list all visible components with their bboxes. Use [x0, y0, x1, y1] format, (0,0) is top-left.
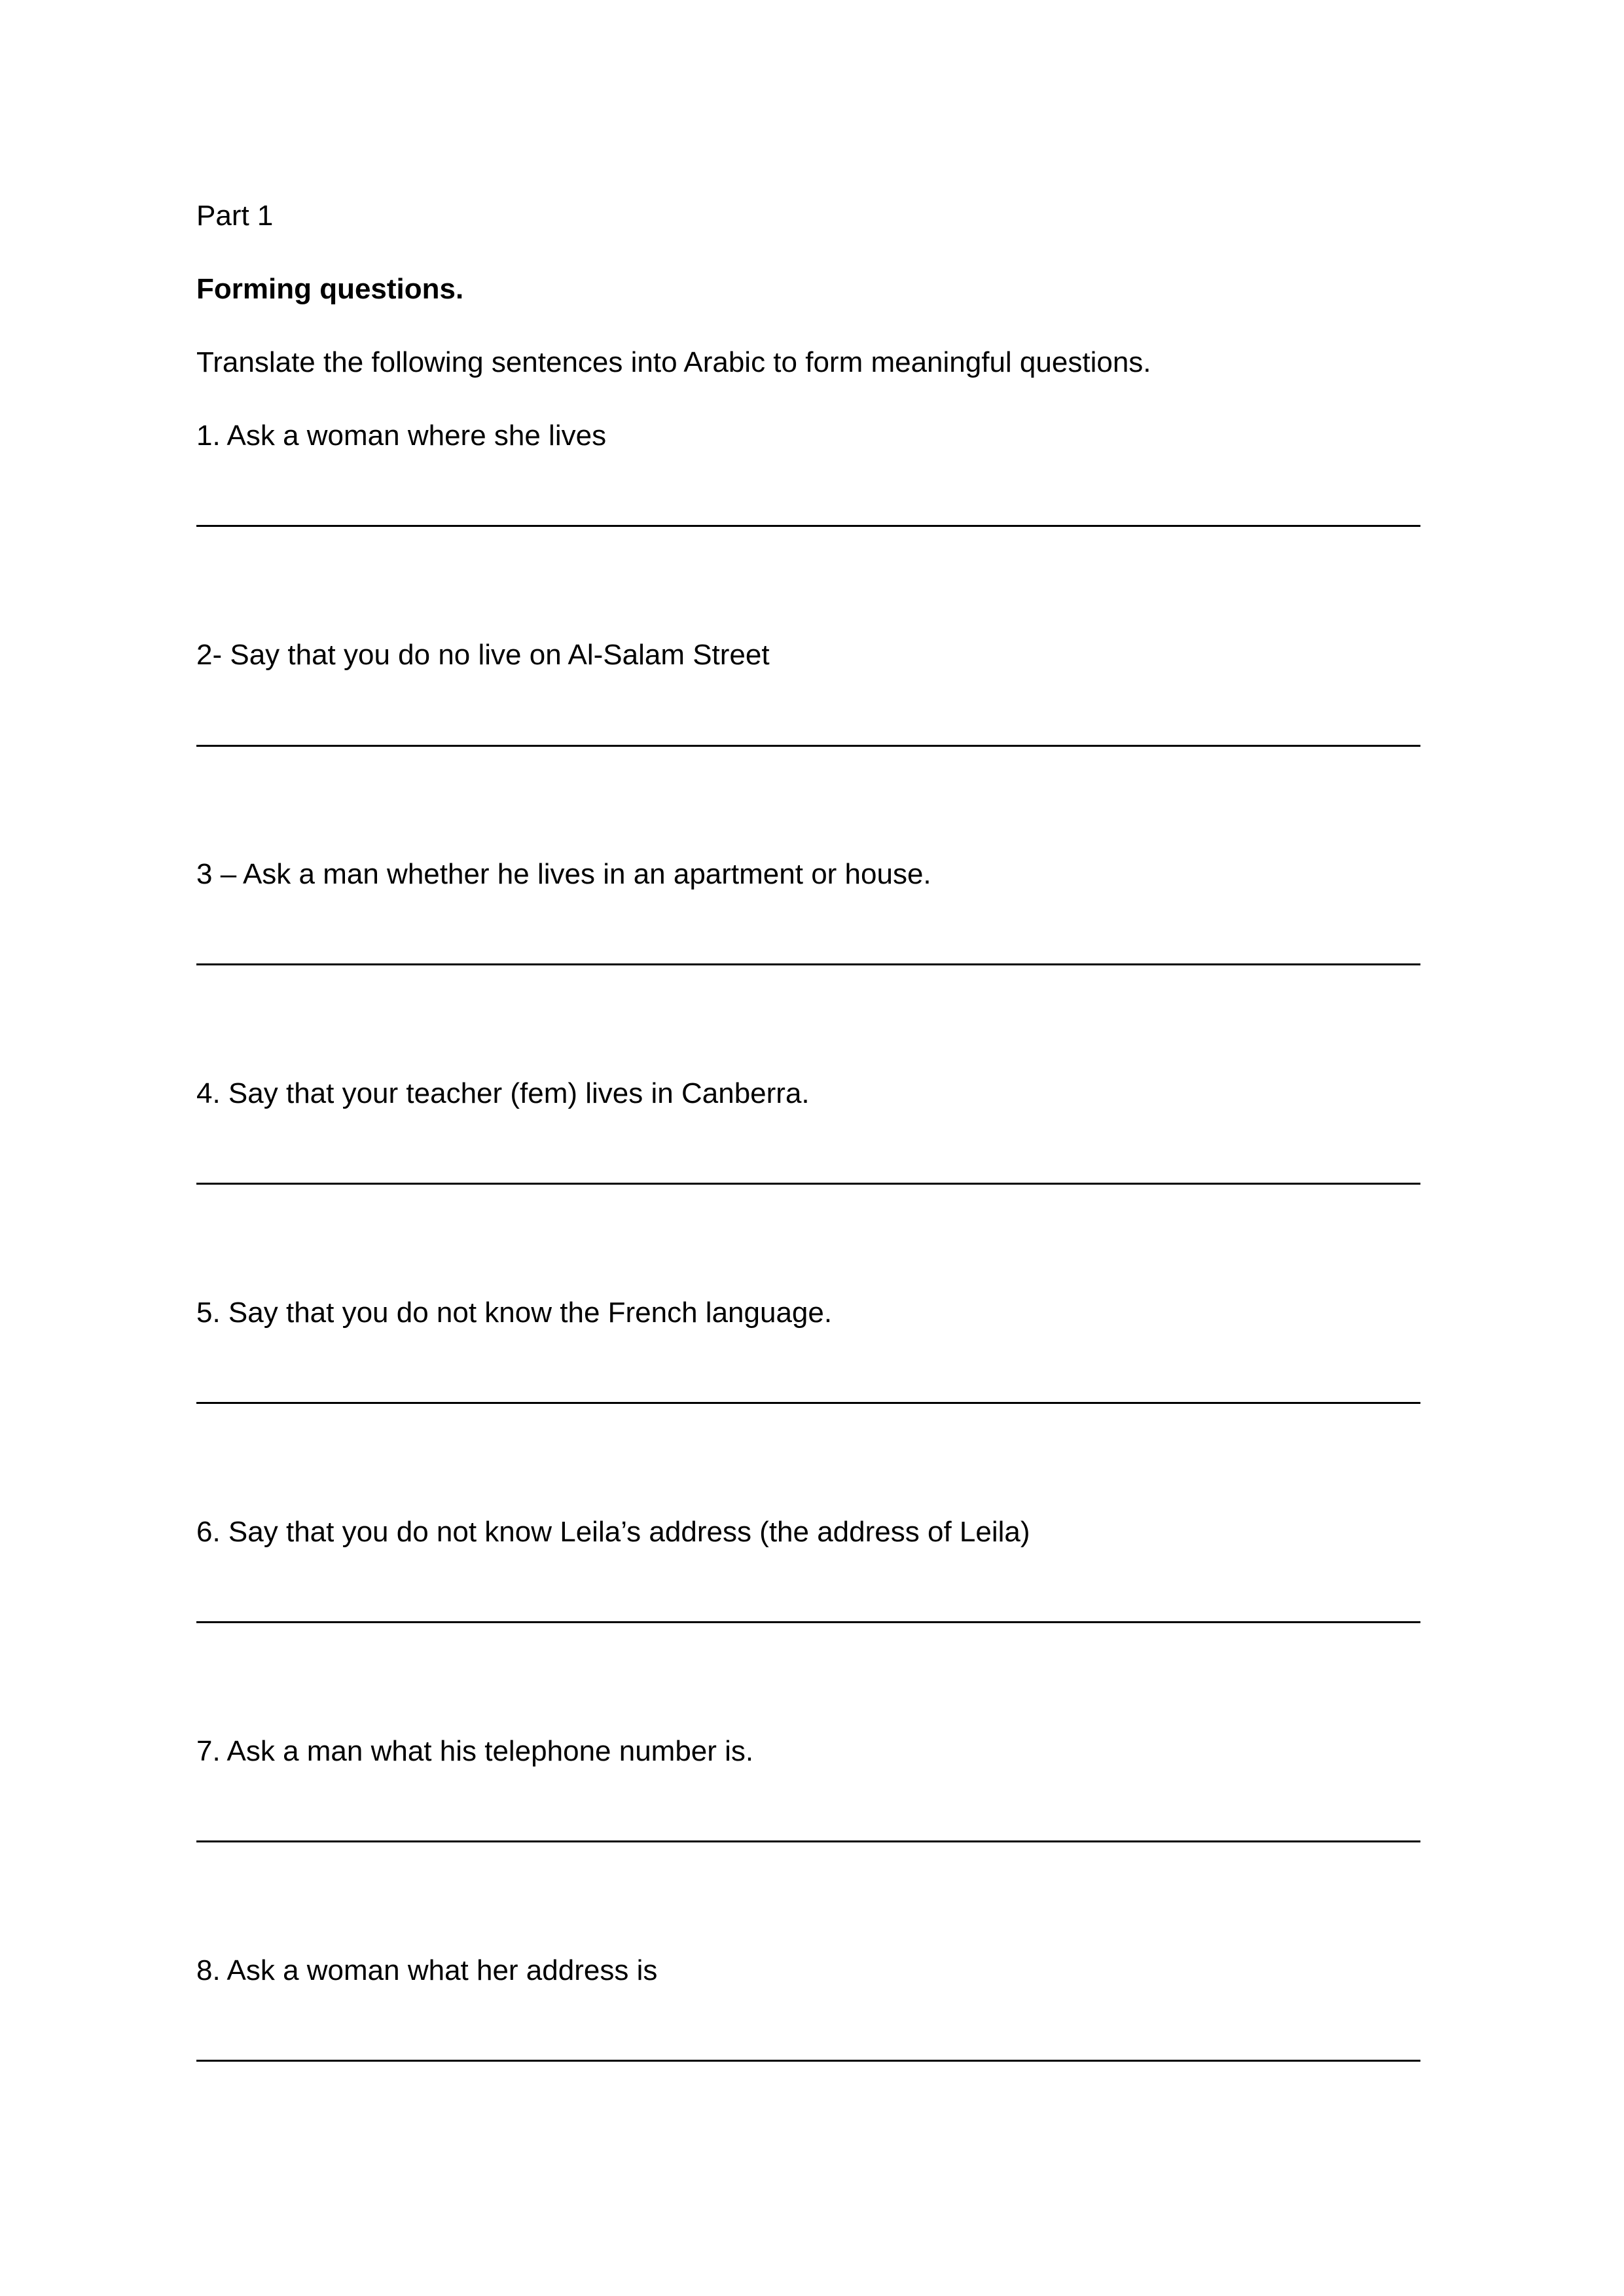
answer-line-1[interactable]	[196, 525, 1420, 527]
question-2: 2- Say that you do no live on Al-Salam Street	[196, 639, 770, 671]
instructions-text: Translate the following sentences into Arabic to form meaningful questions.	[196, 346, 1151, 378]
question-8: 8. Ask a woman what her address is	[196, 1954, 658, 1986]
answer-line-6[interactable]	[196, 1621, 1420, 1623]
answer-line-2[interactable]	[196, 745, 1420, 747]
answer-line-5[interactable]	[196, 1402, 1420, 1404]
question-3: 3 – Ask a man whether he lives in an apartment or house.	[196, 858, 931, 890]
answer-line-8[interactable]	[196, 2060, 1420, 2062]
question-6: 6. Say that you do not know Leila’s address (the address of Leila)	[196, 1516, 1030, 1548]
question-1: 1. Ask a woman where she lives	[196, 420, 607, 452]
answer-line-3[interactable]	[196, 963, 1420, 965]
part-label: Part 1	[196, 200, 274, 232]
question-5: 5. Say that you do not know the French language.	[196, 1297, 833, 1329]
section-title: Forming questions.	[196, 273, 464, 305]
answer-line-4[interactable]	[196, 1183, 1420, 1185]
question-4: 4. Say that your teacher (fem) lives in Canberra.	[196, 1077, 810, 1109]
question-7: 7. Ask a man what his telephone number is.	[196, 1735, 754, 1767]
answer-line-7[interactable]	[196, 1840, 1420, 1842]
